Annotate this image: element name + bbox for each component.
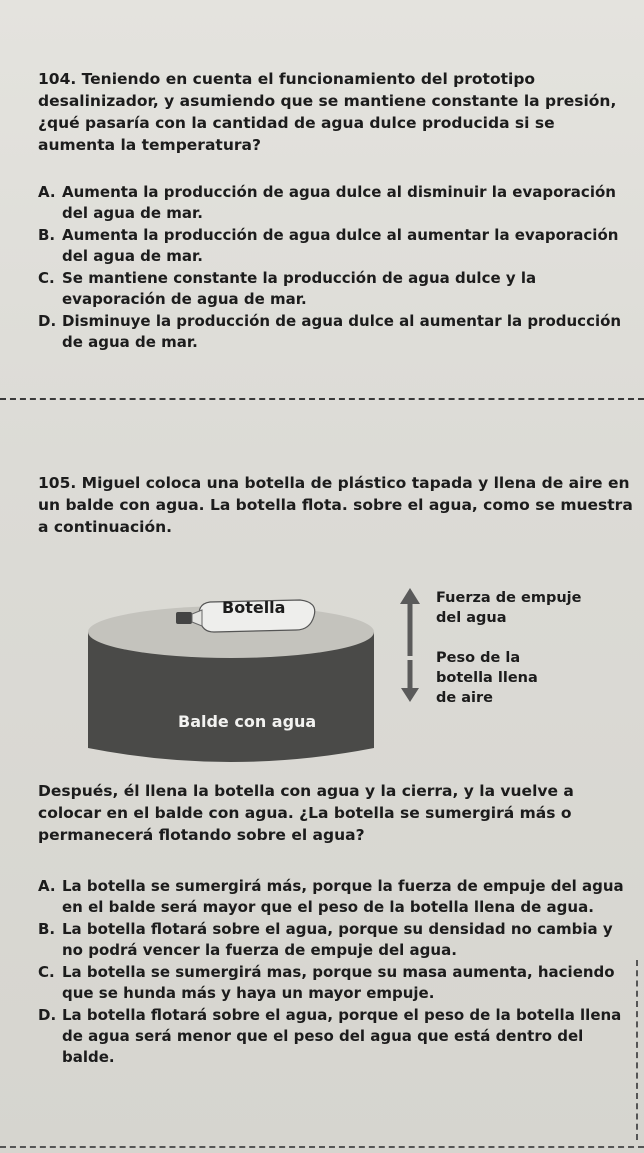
question-104-stem — [38, 68, 634, 156]
option-text: La botella flotará sobre el agua, porque el peso de la botella llena de agua será menor que el peso del agua que está dentro del balde. — [62, 1006, 622, 1066]
option-letter: D. — [38, 312, 57, 330]
q105-option-b[interactable] — [38, 919, 634, 961]
option-text: Se mantiene constante la producción de agua dulce y la evaporación de agua de mar. — [62, 269, 537, 308]
option-text: Disminuye la producción de agua dulce al aumentar la producción de agua de mar. — [62, 312, 622, 351]
q105-option-d[interactable] — [38, 1005, 634, 1068]
option-text: La botella se sumergirá mas, porque su masa aumenta, haciendo que se hunda más y haya un mayor empuje. — [62, 963, 615, 1002]
option-letter: A. — [38, 183, 56, 201]
q104-option-d[interactable] — [38, 311, 634, 353]
bucket-label: Balde con agua — [178, 712, 317, 731]
option-text: Aumenta la producción de agua dulce al disminuir la evaporación del agua de mar. — [62, 183, 616, 222]
option-letter: C. — [38, 269, 55, 287]
question-104-number: 104. — [38, 70, 77, 88]
buoyancy-figure — [0, 580, 644, 780]
weight-force-label: Peso de la botella llena de aire — [436, 650, 538, 706]
option-letter: B. — [38, 920, 56, 938]
option-letter: B. — [38, 226, 56, 244]
q105-option-c[interactable] — [38, 962, 634, 1004]
option-text: La botella se sumergirá más, porque la fuerza de empuje del agua en el balde será mayor que el peso de la botella llena de agua. — [62, 877, 624, 916]
question-105-followup — [38, 780, 634, 1069]
section-divider — [0, 398, 644, 400]
q104-option-a[interactable] — [38, 182, 634, 224]
question-105-text: Miguel coloca una botella de plástico tapada y llena de aire en un balde con agua. La botella flota. sobre el agua, como se muestra a continuación. — [38, 474, 633, 536]
bottom-dash-line — [0, 1146, 644, 1148]
buoyancy-arrow — [400, 588, 420, 656]
question-105-followup-text: Después, él llena la botella con agua y la cierra, y la vuelve a colocar en el balde con agua. ¿La botella se sumergirá más o permanecerá flotando sobre el agua? — [38, 782, 574, 844]
question-104-options — [38, 182, 634, 353]
option-text: La botella flotará sobre el agua, porque su densidad no cambia y no podrá vencer la fuerza de empuje del agua. — [62, 920, 613, 959]
question-105-stem — [38, 472, 634, 538]
weight-arrow — [401, 660, 419, 702]
question-104 — [38, 68, 634, 354]
option-letter: C. — [38, 963, 55, 981]
q104-option-b[interactable] — [38, 225, 634, 267]
question-104-text: Teniendo en cuenta el funcionamiento del prototipo desalinizador, y asumiendo que se mantiene constante la presión, ¿qué pasaría con la cantidad de agua dulce producida si se aumenta la temperatura? — [38, 70, 617, 154]
question-105 — [38, 472, 634, 538]
option-letter: A. — [38, 877, 56, 895]
option-text: Aumenta la producción de agua dulce al aumentar la evaporación del agua de mar. — [62, 226, 619, 265]
q104-option-c[interactable] — [38, 268, 634, 310]
edge-dash-line — [636, 960, 638, 1140]
option-letter: D. — [38, 1006, 57, 1024]
question-105-number: 105. — [38, 474, 77, 492]
q105-option-a[interactable] — [38, 876, 634, 918]
buoyancy-force-label: Fuerza de empuje del agua — [436, 590, 582, 626]
bottle-label: Botella — [222, 598, 286, 617]
question-105-options — [38, 876, 634, 1068]
